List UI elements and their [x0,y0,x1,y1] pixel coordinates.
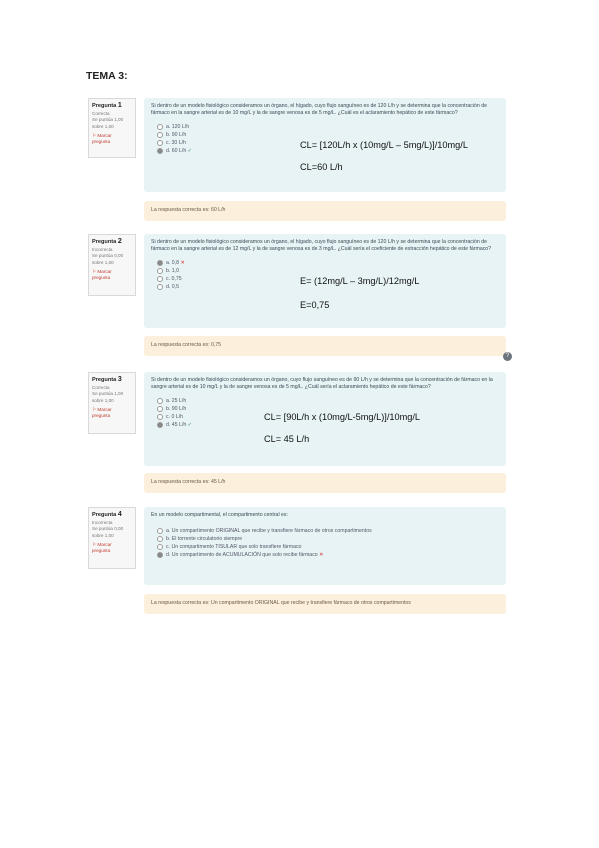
answer-option[interactable]: c. 0,75 [157,275,499,283]
radio-button[interactable] [157,260,163,266]
help-icon[interactable]: ? [503,352,512,361]
question-score: Se puntúa 0,00 sobre 1,00 [92,253,124,265]
question-info [88,98,136,158]
question-score: Se puntúa 0,00 sobre 1,00 [92,526,124,538]
flag-icon: ⚐ [92,406,97,412]
answer-option[interactable]: d. 0,5 [157,283,499,291]
radio-button[interactable] [157,140,163,146]
flag-icon: ⚐ [92,268,97,274]
radio-button[interactable] [157,276,163,282]
question-info [88,372,136,434]
radio-button[interactable] [157,528,163,534]
question-number: Pregunta 1 [92,102,122,109]
question-text: En un modelo compartimental, el compartimento central es: [151,512,288,518]
flag-question-label: pregunta [92,275,111,281]
correct-check-icon: ✓ [187,422,193,429]
page-title: TEMA 3: [86,70,128,82]
question-number: Pregunta 2 [92,238,122,245]
flag-question-link[interactable]: ⚐ Marcar [92,406,112,412]
radio-button[interactable] [157,132,163,138]
handwritten-note: CL= [90L/h x (10mg/L-5mg/L)]/10mg/L [264,412,421,422]
answer-option[interactable]: a. 120 L/h [157,123,499,131]
incorrect-cross-icon: ✕ [180,260,185,267]
handwritten-note: CL= 45 L/h [264,434,310,444]
question-text: Si dentro de un modelo fisiológico consideramos un órgano, cuyo flujo sanguíneo es de 90 L/h y se determina que la concentración de fármaco en la sangre arterial es de 10 mg/L y la de sangre venosa es de 5 mg/L. ¿Cuál sería el aclaramiento hepático de este fármaco? [151,377,493,391]
answer-option[interactable]: a. 25 L/h [157,397,499,405]
handwritten-note: E=0,75 [300,300,330,310]
question-status: Incorrecta [92,247,113,253]
flag-question-label: pregunta [92,139,111,145]
answer-option[interactable]: b. 90 L/h [157,405,499,413]
answer-option[interactable]: c. 30 L/h [157,139,499,147]
handwritten-note: CL= [120L/h x (10mg/L – 5mg/L)]/10mg/L [300,140,468,150]
answer-option[interactable]: a. Un compartimento ORIGINAL que recibe y transfiere fármaco de otros compartimentos [157,527,499,535]
incorrect-cross-icon: ✕ [319,552,324,559]
flag-question-label: pregunta [92,413,111,419]
answer-option[interactable]: b. El torrente circulatorio siempre [157,535,499,543]
answer-option[interactable]: d. Un compartimento de ACUMULACIÓN que solo recibe fármaco ✕ [157,551,499,559]
answer-option[interactable]: c. 0 L/h [157,413,499,421]
flag-question-link[interactable]: ⚐ Marcar [92,132,112,138]
handwritten-note: CL=60 L/h [300,162,343,172]
question-status: Incorrecta [92,520,113,526]
radio-button[interactable] [157,124,163,130]
answer-option[interactable]: b. 90 L/h [157,131,499,139]
radio-button[interactable] [157,422,163,428]
answer-option[interactable]: d. 45 L/h ✓ [157,421,499,429]
question-score: Se puntúa 1,00 sobre 1,00 [92,391,124,403]
correct-check-icon: ✓ [187,148,193,155]
question-info [88,234,136,296]
question-info [88,507,136,569]
question-number: Pregunta 3 [92,376,122,383]
flag-question-link[interactable]: ⚐ Marcar [92,268,112,274]
flag-question-link[interactable]: ⚐ Marcar [92,541,112,547]
radio-button[interactable] [157,536,163,542]
flag-icon: ⚐ [92,132,97,138]
question-text: Si dentro de un modelo fisiológico consideramos un órgano, el hígado, cuyo flujo sanguíneo es de 120 L/h y se determina que la concentración de fármaco en la sangre arterial es de 12 mg/L y la de sangre venosa es de 3 mg/L. ¿Cuál sería el coeficiente de extracción hepático de este fármaco? [151,239,492,253]
question-status: Correcta [92,385,110,391]
question-status: Correcta [92,111,110,117]
radio-button[interactable] [157,414,163,420]
answer-option[interactable]: b. 1,0 [157,267,499,275]
question-score: Se puntúa 1,00 sobre 1,00 [92,117,124,129]
radio-button[interactable] [157,406,163,412]
question-text: Si dentro de un modelo fisiológico consideramos un órgano, el hígado, cuyo flujo sanguíneo es de 120 L/h y se determina que la concentración de fármaco en la sangre arterial es de 10 mg/L y la de sangre venosa es de 5 mg/L. ¿Cuál es el aclaramiento hepático de este fármaco? [151,103,487,117]
flag-question-label: pregunta [92,548,111,554]
answer-option[interactable]: c. Un compartimento TISULAR que solo transfiere fármaco [157,543,499,551]
question-formulation [144,507,506,585]
feedback-box: La respuesta correcta es: 0,75 [144,336,506,356]
radio-button[interactable] [157,268,163,274]
radio-button[interactable] [157,284,163,290]
question-number: Pregunta 4 [92,511,122,518]
flag-icon: ⚐ [92,541,97,547]
feedback-box: La respuesta correcta es: 60 L/h [144,201,506,221]
answer-option[interactable]: a. 0,8 ✕ [157,259,499,267]
handwritten-note: E= (12mg/L – 3mg/L)/12mg/L [300,276,420,286]
answer-option[interactable]: d. 60 L/h ✓ [157,147,499,155]
radio-button[interactable] [157,148,163,154]
radio-button[interactable] [157,398,163,404]
feedback-box: La respuesta correcta es: 45 L/h [144,473,506,493]
feedback-box: La respuesta correcta es: Un compartimento ORIGINAL que recibe y transfiere fármaco de otros compartimentos [144,594,506,614]
radio-button[interactable] [157,552,163,558]
radio-button[interactable] [157,544,163,550]
